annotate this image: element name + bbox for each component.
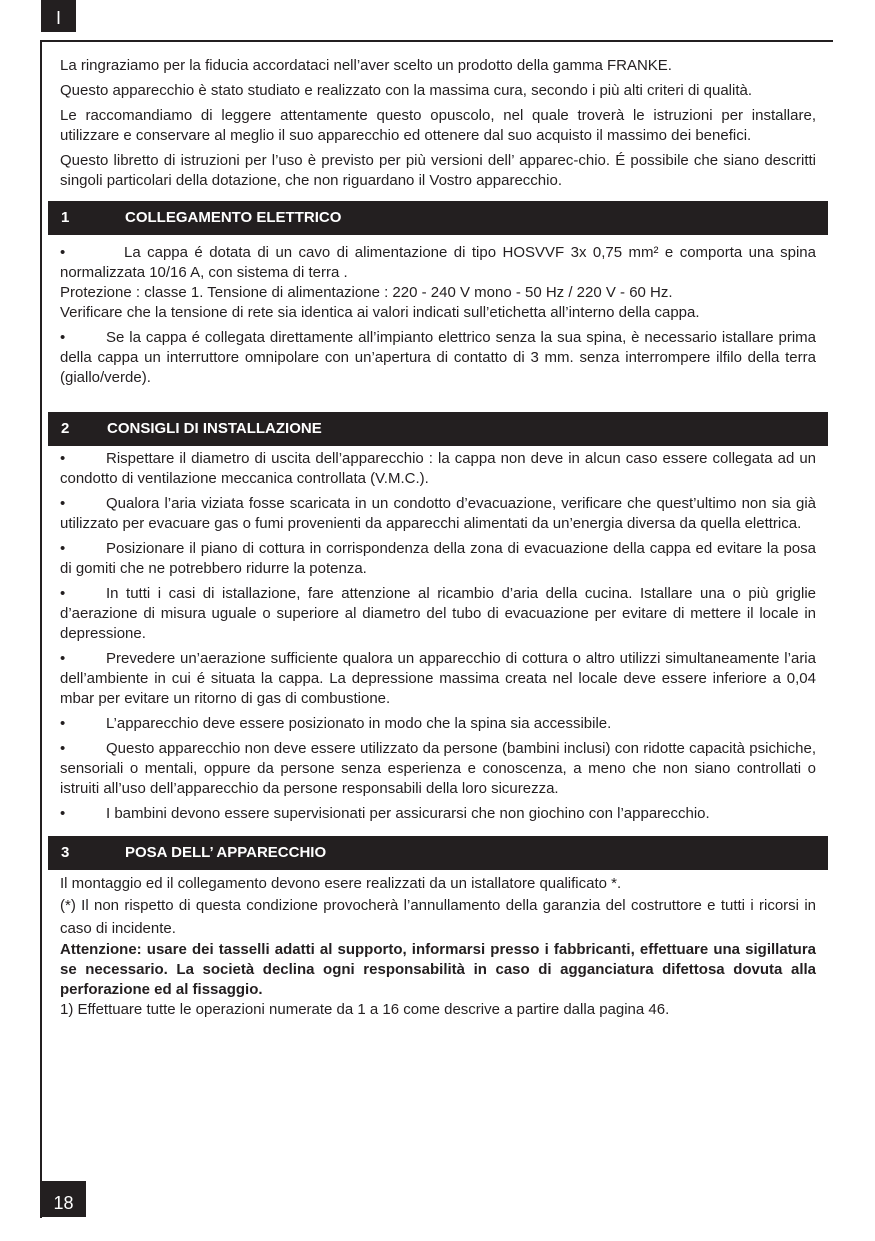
section-2-header	[48, 412, 828, 446]
paragraph: Protezione : classe 1. Tensione di alimentazione : 220 - 240 V mono - 50 Hz / 220 V - 60 Hz.	[60, 284, 673, 301]
page-number: 18	[41, 1181, 86, 1217]
paragraph: Il montaggio ed il collegamento devono esere realizzati da un istallatore qualificato *.	[60, 875, 622, 892]
bullet-glyph: •	[60, 540, 66, 557]
bullet-item: • Se la cappa é collegata direttamente all’impianto elettrico senza la sua spina, è necessario istallare prima della cappa un interruttore omnipolare con un’apertura di contatto di 3 mm. senza interrompere ilfilo della terra (giallo/verde).	[60, 329, 816, 386]
bullet-item: • Posizionare il piano di cottura in corrispondenza della zona di evacuazione della cappa ed evitare la posa di gomiti che ne potrebbero ridurre la potenza.	[60, 540, 816, 577]
intro-paragraph: Questo libretto di istruzioni per l’uso è previsto per più versioni dell’ apparec-chio. É possibile che siano descritti singoli particolari della dotazione, che non riguardano il Vostro apparecchio.	[60, 152, 816, 189]
bullet-item: • In tutti i casi di istallazione, fare attenzione al ricambio d’aria della cucina. Istallare una o più griglie d’aerazione di misura uguale o superiore al diametro del tubo di evacuazione per evitare di mettere il locale in depressione.	[60, 585, 816, 642]
section-title: COLLEGAMENTO ELETTRICO	[125, 209, 342, 226]
bullet-glyph: •	[60, 585, 66, 602]
bullet-glyph: •	[60, 740, 66, 757]
section-number: 1	[61, 209, 70, 226]
intro-paragraph: Questo apparecchio è stato studiato e realizzato con la massima cura, secondo i più alti criteri di qualità.	[60, 82, 753, 99]
bullet-item: • La cappa é dotata di un cavo di alimentazione di tipo HOSVVF 3x 0,75 mm² e comporta una spina normalizzata 10/16 A, con sistema di terra .	[60, 244, 816, 281]
bullet-glyph: •	[60, 715, 66, 732]
warning-paragraph: Attenzione: usare dei tasselli adatti al supporto, informarsi presso i fabbricanti, effettuare una sigillatura se necessario. La società declina ogni responsabilità in caso di agganciatura difettosa dovuta alla perforazione ed al fissaggio.	[60, 941, 816, 998]
bullet-glyph: •	[60, 244, 66, 261]
bullet-item: • L’apparecchio deve essere posizionato in modo che la spina sia accessibile.	[60, 715, 612, 732]
page-content	[60, 56, 816, 1025]
section-3-header	[48, 836, 828, 870]
bullet-item: • Rispettare il diametro di uscita dell’apparecchio : la cappa non deve in alcun caso essere collegata ad un condotto di ventilazione meccanica controllata (V.M.C.).	[60, 450, 816, 487]
section-number: 2	[61, 420, 70, 437]
bullet-item: • I bambini devono essere supervisionati per assicurarsi che non giochino con l’apparecchio.	[60, 805, 710, 822]
intro-paragraph: La ringraziamo per la fiducia accordataci nell’aver scelto un prodotto della gamma FRANKE.	[60, 57, 672, 74]
paragraph: 1) Effettuare tutte le operazioni numerate da 1 a 16 come descrive a partire dalla pagina 46.	[60, 1001, 670, 1018]
bullet-item: • Questo apparecchio non deve essere utilizzato da persone (bambini inclusi) con ridotte capacità psichiche, sensoriali o mentali, oppure da persone senza esperienza e conoscenza, a meno che non siano controllati o istruiti all’uso dell’apparecchio da persone responsabili della loro sicurezza.	[60, 740, 816, 797]
top-rule	[41, 40, 833, 42]
section-title: CONSIGLI DI INSTALLAZIONE	[107, 420, 322, 437]
intro-paragraph: Le raccomandiamo di leggere attentamente questo opuscolo, nel quale troverà le istruzioni per installare, utilizzare e conservare al meglio il suo apparecchio ed ottenere dal suo acquisto il massimo dei benefici.	[60, 107, 816, 144]
section-number: 3	[61, 844, 70, 861]
bullet-glyph: •	[60, 805, 66, 822]
section-1-header	[48, 201, 828, 235]
bullet-item: • Prevedere un’aerazione sufficiente qualora un apparecchio di cottura o altro utilizzi simultaneamente l’aria dell’ambiente in cui é situata la cappa. La depressione massima creata nel locale deve essere inferiore a 0,04 mbar per evitare un ritorno di gas di combustione.	[60, 650, 816, 707]
section-title: POSA DELL’ APPARECCHIO	[125, 844, 327, 861]
paragraph: (*) Il non rispetto di questa condizione provocherà l’annullamento della garanzia del costruttore e tutti i ricorsi in caso di incidente.	[60, 897, 816, 937]
bullet-glyph: •	[60, 450, 66, 467]
left-rule	[40, 40, 42, 1218]
bullet-glyph: •	[60, 329, 66, 346]
paragraph: Verificare che la tensione di rete sia identica ai valori indicati sull’etichetta all’interno della cappa.	[60, 304, 700, 321]
bullet-glyph: •	[60, 495, 66, 512]
bullet-glyph: •	[60, 650, 66, 667]
language-tab: I	[41, 0, 76, 32]
bullet-item: • Qualora l’aria viziata fosse scaricata in un condotto d’evacuazione, verificare che quest’ultimo non sia già utilizzato per evacuare gas o fumi provenienti da apparecchi alimentati da un’energia diversa da quella elettrica.	[60, 495, 816, 532]
